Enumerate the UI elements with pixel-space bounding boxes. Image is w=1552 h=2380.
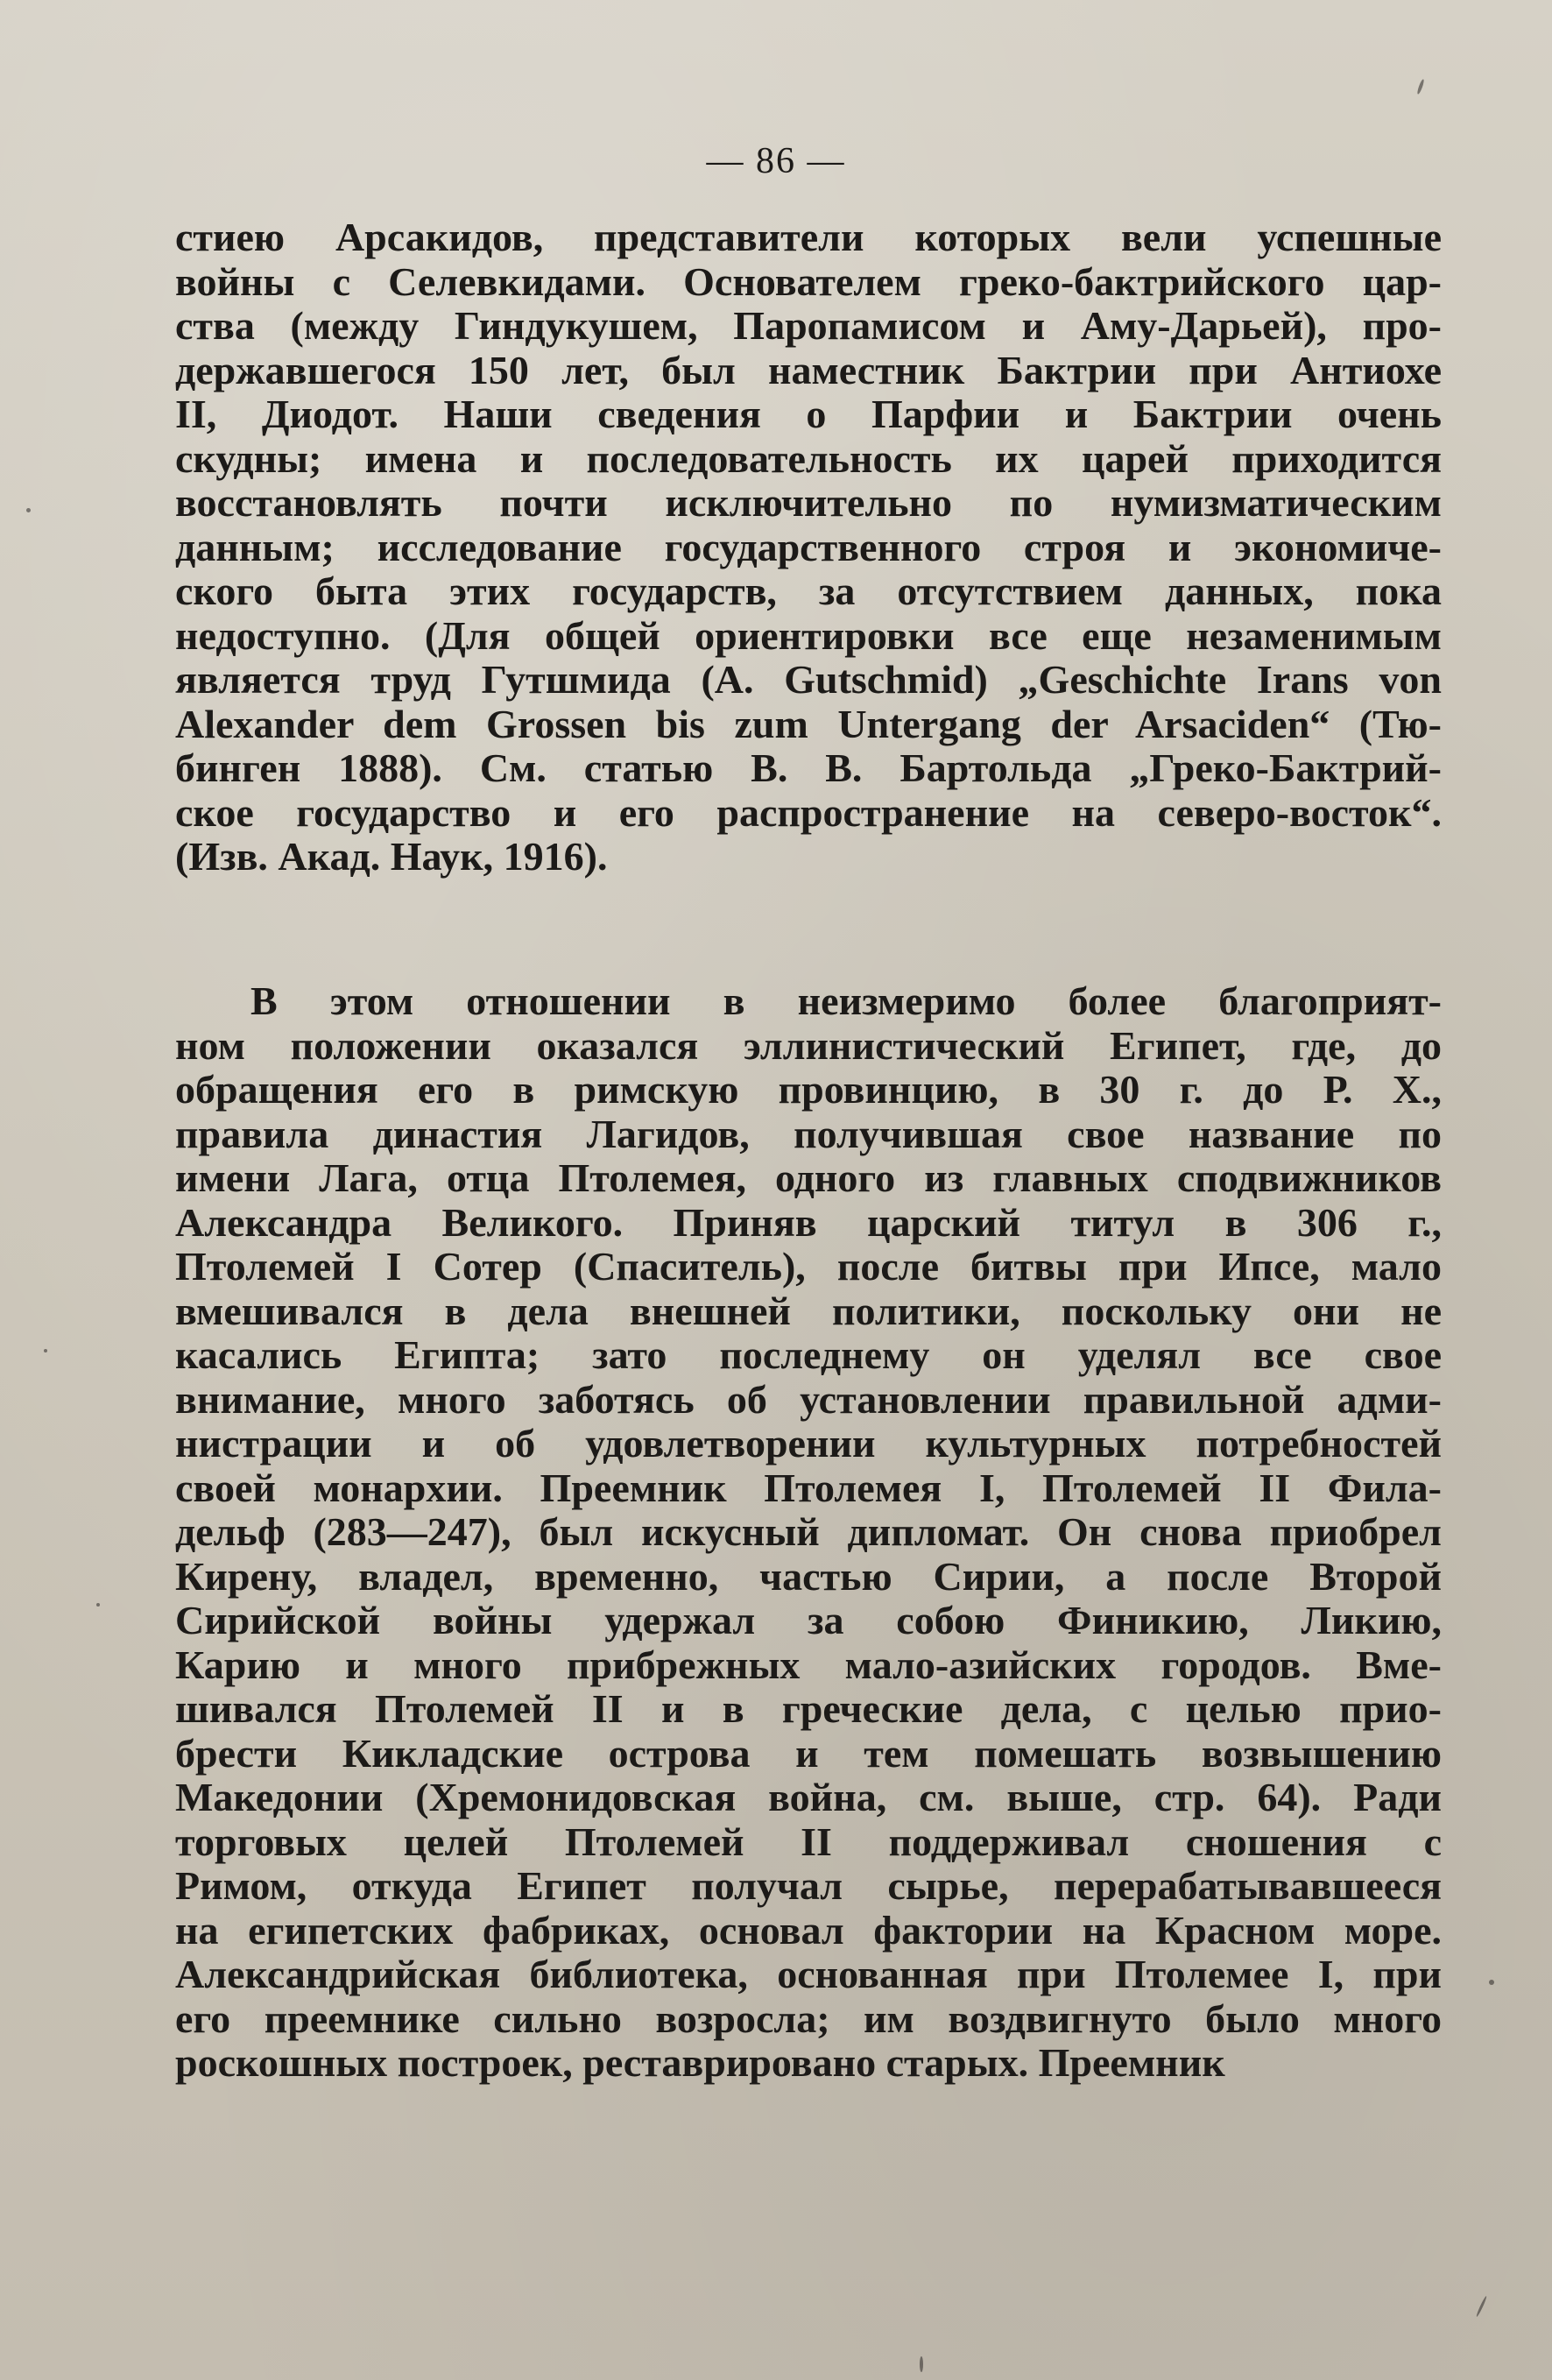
text-line: шивался Птолемей II и в греческие дела, с целью прио- xyxy=(175,1687,1442,1731)
text-line: имени Лага, отца Птолемея, одного из главных сподвижников xyxy=(175,1156,1442,1200)
text-line: его преемнике сильно возросла; им воздвигнуто было много xyxy=(175,1996,1442,2041)
text-line: II, Диодот. Наши сведения о Парфии и Бактрии очень xyxy=(175,392,1442,436)
text-line: Александрийская библиотека, основанная при Птолемее I, при xyxy=(175,1953,1442,1996)
text-line: бинген 1888). См. статью В. В. Бартольда „Греко-Бактрий- xyxy=(175,746,1442,790)
text-line: роскошных построек, реставрировано старых. Преемник xyxy=(175,2041,1225,2085)
paper-speck xyxy=(1476,2296,1488,2318)
text-line: скудны; имена и последовательность их царей приходится xyxy=(175,436,1442,481)
text-line: Alexander dem Grossen bis zum Untergang der Arsaciden“ (Тю- xyxy=(175,702,1442,746)
text-line: Македонии (Хремонидовская война, см. выше, стр. 64). Ради xyxy=(175,1776,1442,1819)
paper-speck xyxy=(920,2356,923,2372)
text-line: державшегося 150 лет, был наместник Бактрии при Антиохе xyxy=(175,348,1442,392)
paper-speck xyxy=(1489,1980,1494,1985)
paper-speck xyxy=(44,1349,47,1352)
text-line: является труд Гутшмида (A. Gutschmid) „Geschichte Irans von xyxy=(175,658,1442,702)
text-line: недоступно. (Для общей ориентировки все еще незаменимым xyxy=(175,613,1442,658)
text-line: Александра Великого. Приняв царский титул в 306 г., xyxy=(175,1200,1442,1245)
text-line: внимание, много заботясь об установлении правильной адми- xyxy=(175,1377,1442,1422)
text-line: Карию и много прибрежных мало-азийских городов. Вме- xyxy=(175,1642,1442,1687)
text-line: правила династия Лагидов, получившая свое название по xyxy=(175,1112,1442,1156)
text-line: Римом, откуда Египет получал сырье, перерабатывавшееся xyxy=(175,1864,1442,1908)
text-line: (Изв. Акад. Наук, 1916). xyxy=(175,835,608,879)
text-line: ства (между Гиндукушем, Паропамисом и Аму-Дарьей), про- xyxy=(175,304,1442,348)
page-number: — 86 — xyxy=(706,141,846,181)
text-line: вмешивался в дела внешней политики, поскольку они не xyxy=(175,1289,1442,1333)
text-line: касались Египта; зато последнему он уделял все свое xyxy=(175,1333,1442,1377)
text-line: нистрации и об удовлетворении культурных потребностей xyxy=(175,1422,1442,1465)
text-line: ского быта этих государств, за отсутствием данных, пока xyxy=(175,569,1442,613)
text-line: данным; исследование государственного строя и экономиче- xyxy=(175,525,1442,569)
paper-speck xyxy=(1416,79,1425,95)
text-line: ном положении оказался эллинистический Египет, где, до xyxy=(175,1023,1442,1068)
text-line: Кирену, владел, временно, частью Сирии, а после Второй xyxy=(175,1554,1442,1599)
paragraph-2 xyxy=(175,979,1442,2086)
text-line: В этом отношении в неизмеримо более благоприят- xyxy=(250,979,1442,1023)
text-line: стиею Арсакидов, представители которых вели успешные xyxy=(175,215,1442,259)
text-line: войны с Селевкидами. Основателем греко-бактрийского цар- xyxy=(175,259,1442,304)
text-line: ское государство и его распространение на северо-восток“. xyxy=(175,790,1442,835)
text-line: обращения его в римскую провинцию, в 30 г. до Р. Х., xyxy=(175,1068,1442,1112)
paragraph-1 xyxy=(175,215,1442,879)
text-line: на египетских фабриках, основал фактории на Красном море. xyxy=(175,1908,1442,1953)
text-line: Птолемей I Сотер (Спаситель), после битвы при Ипсе, мало xyxy=(175,1245,1442,1289)
text-line: брести Кикладские острова и тем помешать возвышению xyxy=(175,1731,1442,1776)
text-line: торговых целей Птолемей II поддерживал сношения с xyxy=(175,1819,1442,1864)
text-line: дельф (283—247), был искусный дипломат. Он снова приобрел xyxy=(175,1510,1442,1554)
text-line: своей монархии. Преемник Птолемея I, Птолемей II Фила- xyxy=(175,1465,1442,1510)
text-line: Сирийской войны удержал за собою Финикию, Ликию, xyxy=(175,1599,1442,1642)
text-line: восстановлять почти исключительно по нумизматическим xyxy=(175,481,1442,525)
paper-speck xyxy=(26,508,31,512)
paper-speck xyxy=(96,1603,100,1607)
